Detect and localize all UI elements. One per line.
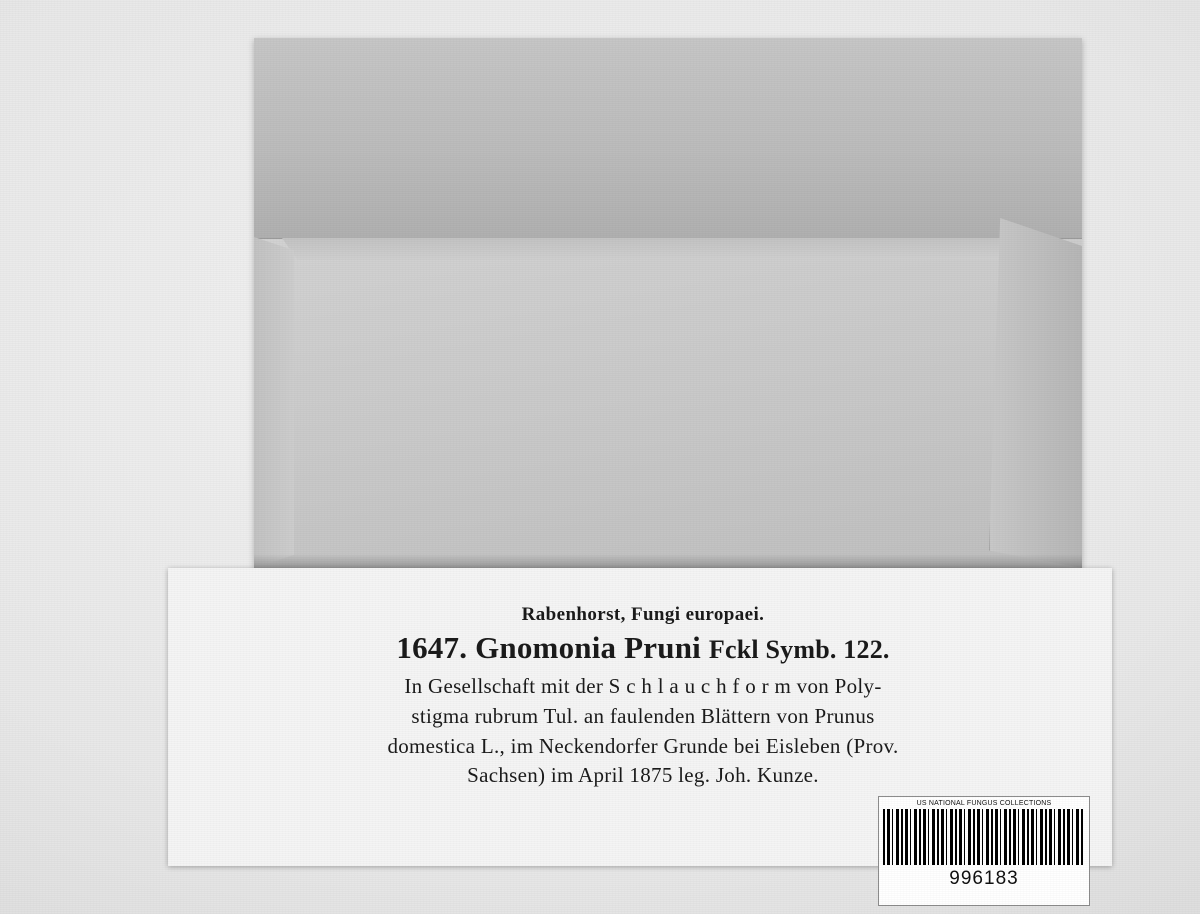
packet-top-flap: [254, 38, 1082, 239]
label-taxon-name: Gnomonia Pruni: [475, 630, 701, 665]
packet-body: [254, 237, 1082, 568]
specimen-packet: [254, 38, 1082, 568]
label-number: 1647.: [396, 630, 468, 665]
label-reference: Fckl Symb. 122.: [708, 635, 890, 664]
label-description-line: stigma rubrum Tul. an faulenden Blättern von Prunus: [411, 703, 875, 728]
label-series-header: Rabenhorst, Fungi europaei.: [521, 604, 765, 625]
label-description-line: In Gesellschaft mit der S c h l a u c h f o r m von Poly-: [404, 674, 882, 698]
label-description-line: Sachsen) im April 1875 leg. Joh. Kunze.: [467, 763, 819, 788]
barcode-number: 996183: [949, 868, 1019, 889]
barcode-bars-icon: [883, 809, 1085, 865]
packet-left-fold: [254, 237, 294, 568]
label-text-block: [238, 604, 1048, 791]
barcode-caption: US NATIONAL FUNGUS COLLECTIONS: [916, 800, 1052, 807]
label-description: [238, 672, 1048, 791]
barcode-label: [878, 796, 1090, 906]
packet-right-fold: [989, 218, 1082, 568]
label-taxon-line: [238, 630, 1048, 666]
label-description-line: domestica L., im Neckendorfer Grunde bei Eisleben (Prov.: [387, 733, 899, 758]
packet-bottom-shadow: [254, 554, 1082, 568]
